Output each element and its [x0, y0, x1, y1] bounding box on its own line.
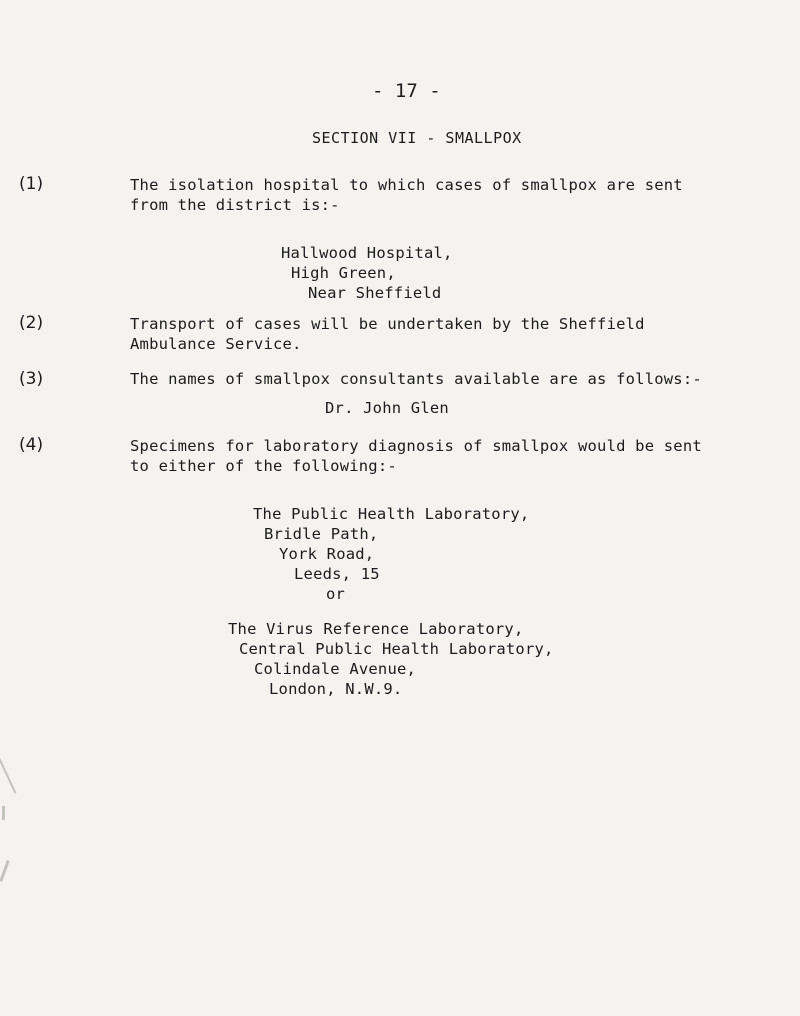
item-label-1: (1) [19, 174, 44, 194]
page-number: - 17 - [372, 80, 441, 102]
item-2-line-2: Ambulance Service. [130, 335, 302, 353]
address-line: Leeds, 15 [294, 565, 380, 583]
address-line: Bridle Path, [264, 525, 379, 543]
item-1-line-1: The isolation hospital to which cases of smallpox are sent [130, 176, 683, 194]
item-2-line-1: Transport of cases will be undertaken by the Sheffield [130, 315, 645, 333]
address-line: Colindale Avenue, [254, 660, 417, 678]
address-line: High Green, [291, 264, 396, 282]
item-label-3: (3) [19, 369, 44, 389]
item-4-line-2: to either of the following:- [130, 457, 397, 475]
hospital-address [281, 243, 453, 303]
consultant-name: Dr. John Glen [325, 399, 449, 417]
item-4-line-1: Specimens for laboratory diagnosis of smallpox would be sent [130, 437, 702, 455]
item-1-text [130, 175, 683, 215]
section-title: SECTION VII - SMALLPOX [312, 129, 522, 147]
scan-mark [0, 756, 16, 793]
address-line: London, N.W.9. [269, 680, 403, 698]
item-4-text [130, 436, 702, 476]
item-3-line-1: The names of smallpox consultants available are as follows:- [130, 370, 702, 388]
scan-mark [0, 860, 10, 882]
leeds-laboratory-address [253, 504, 529, 584]
item-2-text [130, 314, 645, 354]
address-line: Hallwood Hospital, [281, 244, 453, 262]
address-line: The Virus Reference Laboratory, [228, 620, 524, 638]
item-label-2: (2) [19, 313, 44, 333]
or-separator: or [326, 585, 346, 603]
london-laboratory-address [228, 619, 554, 699]
item-label-4: (4) [19, 435, 44, 455]
scan-mark [2, 806, 5, 820]
item-1-line-2: from the district is:- [130, 196, 340, 214]
address-line: The Public Health Laboratory, [253, 505, 530, 523]
address-line: Central Public Health Laboratory, [239, 640, 554, 658]
address-line: Near Sheffield [308, 284, 442, 302]
address-line: York Road, [279, 545, 375, 563]
